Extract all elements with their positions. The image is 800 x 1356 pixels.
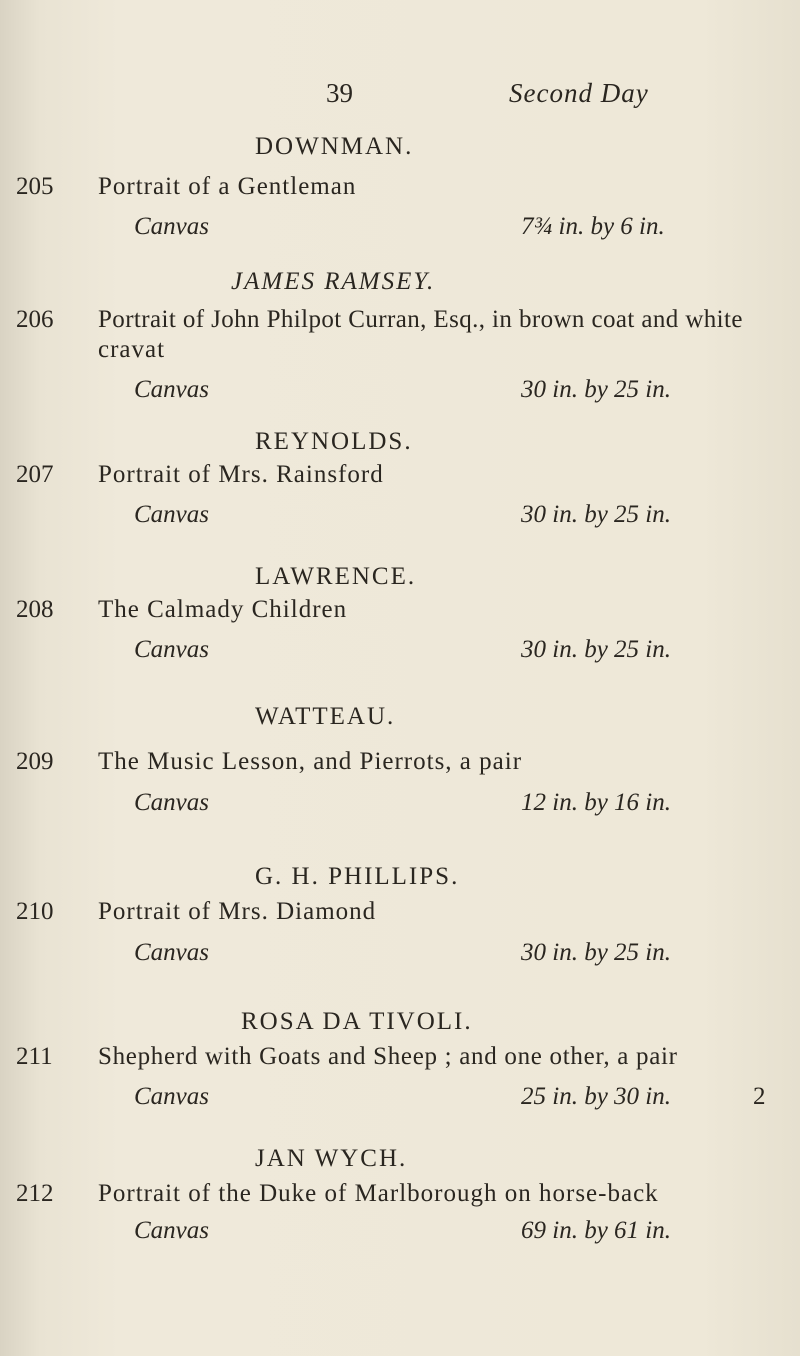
lot-size: 30 in. by 25 in. — [521, 939, 671, 966]
artist-name: G. H. PHILLIPS. — [255, 863, 460, 890]
lot-medium: Canvas — [134, 501, 209, 528]
lot-title: Shepherd with Goats and Sheep ; and one other, a pair — [98, 1043, 678, 1070]
lot-medium: Canvas — [134, 213, 209, 240]
lot-medium: Canvas — [134, 636, 209, 663]
artist-name: WATTEAU. — [255, 703, 396, 730]
artist-name: REYNOLDS. — [255, 428, 413, 455]
lot-title: Portrait of a Gentleman — [98, 173, 357, 200]
lot-number: 210 — [16, 898, 54, 925]
lot-size: 25 in. by 30 in. — [521, 1083, 671, 1110]
lot-medium: Canvas — [134, 939, 209, 966]
lot-size: 69 in. by 61 in. — [521, 1217, 671, 1244]
lot-title: The Calmady Children — [98, 596, 348, 623]
lot-medium: Canvas — [134, 376, 209, 403]
lot-title: The Music Lesson, and Pierrots, a pair — [98, 748, 523, 775]
sale-day: Second Day — [509, 78, 649, 108]
lot-number: 207 — [16, 461, 54, 488]
artist-name: DOWNMAN. — [255, 133, 414, 160]
lot-size: 30 in. by 25 in. — [521, 636, 671, 663]
lot-title: Portrait of Mrs. Rainsford — [98, 461, 384, 488]
lot-number: 211 — [16, 1043, 53, 1070]
lot-title: Portrait of John Philpot Curran, Esq., in brown coat and white — [98, 306, 743, 333]
lot-number: 206 — [16, 306, 54, 333]
artist-name: JAN WYCH. — [255, 1145, 408, 1172]
lot-medium: Canvas — [134, 1083, 209, 1110]
lot-title: Portrait of the Duke of Marlborough on horse-back — [98, 1180, 659, 1207]
lot-title: Portrait of Mrs. Diamond — [98, 898, 377, 925]
lot-title-continued: cravat — [98, 336, 166, 363]
artist-name: LAWRENCE. — [255, 563, 417, 590]
artist-name: ROSA DA TIVOLI. — [241, 1008, 473, 1035]
lot-size: 12 in. by 16 in. — [521, 789, 671, 816]
lot-size: 30 in. by 25 in. — [521, 376, 671, 403]
lot-number: 208 — [16, 596, 54, 623]
artist-name: JAMES RAMSEY. — [231, 268, 436, 295]
page-header — [0, 78, 800, 118]
lot-number: 205 — [16, 173, 54, 200]
lot-size: 7¾ in. by 6 in. — [521, 213, 665, 240]
lot-medium: Canvas — [134, 789, 209, 816]
lot-medium: Canvas — [134, 1217, 209, 1244]
lot-count: 2 — [753, 1083, 766, 1110]
lot-number: 209 — [16, 748, 54, 775]
lot-size: 30 in. by 25 in. — [521, 501, 671, 528]
lot-number: 212 — [16, 1180, 54, 1207]
page-number: 39 — [326, 78, 353, 108]
